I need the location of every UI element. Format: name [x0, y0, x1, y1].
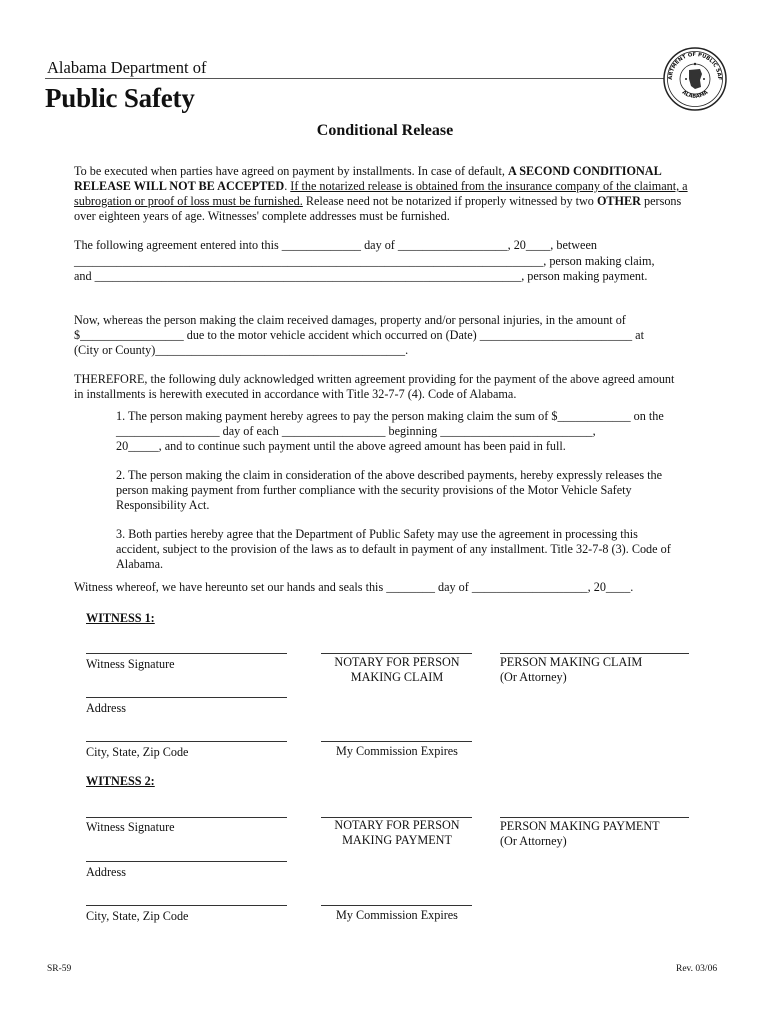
- witness1-city-line[interactable]: [86, 741, 287, 742]
- notary-payment-label: NOTARY FOR PERSON MAKING PAYMENT: [334, 818, 460, 847]
- witness1-address-line[interactable]: [86, 697, 287, 698]
- notary-claim-commission-label: My Commission Expires: [336, 744, 458, 758]
- city-county-line[interactable]: (City or County)_________________________________________.: [74, 343, 409, 357]
- therefore-text: THEREFORE, the following duly acknowledged written agreement providing for the payment of the above agreed amount: [74, 372, 675, 386]
- header-rule: [45, 78, 668, 79]
- instructions-warning: A SECOND CONDITIONAL RELEASE WILL NOT BE ACCEPTED: [74, 164, 662, 193]
- payer-label: PERSON MAKING PAYMENT (Or Attorney): [500, 819, 660, 848]
- payment-schedule-line[interactable]: _________________ day of each _________________ beginning _________________________,: [116, 424, 596, 438]
- therefore-text-cont: in installments is herewith executed in accordance with Title 32-7-7 (4). Code of Alabama.: [74, 387, 517, 401]
- claimant-signature-line[interactable]: [500, 653, 689, 654]
- seal-top-text: ARTMENT OF PUBLIC SAF: [667, 51, 723, 81]
- claimant-name-line[interactable]: _____________________________________________________________________________, person making claim,: [74, 254, 655, 268]
- witness1-signature-label: Witness Signature: [86, 657, 175, 671]
- damages-amount-line[interactable]: $_________________ due to the motor vehicle accident which occurred on (Date) _________________________ at: [74, 328, 644, 342]
- instructions-paragraph: To be executed when parties have agreed on payment by installments. In case of default, A SECOND CONDITIONAL RELEASE WILL NOT BE ACCEPTED. If the notarized release is obtained from the insurance company of the claimant, a subrogation or proof of loss must be furnished. Release need not be notarized if properly witnessed by two OTHER persons over eighteen years of age. Witnesses' complete addresses must be furnished.: [74, 164, 688, 223]
- whereas-text: Now, whereas the person making the claim received damages, property and/or personal injuries, in the amount of: [74, 313, 626, 327]
- notary-payment-commission-line[interactable]: [321, 905, 472, 906]
- instructions-insurance-note: If the notarized release is obtained from the insurance company of the claimant, a subrogation or proof of loss must be furnished.: [74, 179, 688, 208]
- agreement-date-line[interactable]: The following agreement entered into this _____________ day of __________________, 20____, between: [74, 238, 597, 252]
- witness1-address-label: Address: [86, 701, 126, 715]
- form-number: SR-59: [47, 964, 72, 974]
- notary-claim-commission-line[interactable]: [321, 741, 472, 742]
- notary-payment-commission-label: My Commission Expires: [336, 908, 458, 922]
- witness2-address-label: Address: [86, 865, 126, 879]
- witness2-signature-label: Witness Signature: [86, 820, 175, 834]
- witness2-city-line[interactable]: [86, 905, 287, 906]
- witness2-heading: WITNESS 2:: [86, 774, 155, 788]
- payer-name-line[interactable]: and ______________________________________________________________________, person making payment.: [74, 269, 648, 283]
- witness-whereof-line[interactable]: Witness whereof, we have hereunto set our hands and seals this ________ day of ___________________, 20____.: [74, 580, 634, 594]
- witness2-city-label: City, State, Zip Code: [86, 909, 189, 923]
- seal-bottom-text: ALABAMA: [680, 89, 710, 100]
- agency-title: Public Safety: [45, 83, 195, 113]
- notary-claim-signature-line[interactable]: [321, 653, 472, 654]
- instructions-other-emphasis: OTHER: [596, 194, 641, 208]
- processing-clause-text: 3. Both parties hereby agree that the Department of Public Safety may use the agreement in processing this: [116, 527, 638, 541]
- department-seal-icon: [662, 46, 728, 112]
- form-title: Conditional Release: [316, 122, 454, 139]
- witness1-heading: WITNESS 1:: [86, 611, 155, 625]
- witness1-city-label: City, State, Zip Code: [86, 745, 189, 759]
- claimant-label: PERSON MAKING CLAIM (Or Attorney): [500, 655, 643, 684]
- witness2-signature-line[interactable]: [86, 817, 287, 818]
- revision-date: Rev. 03/06: [676, 964, 718, 974]
- payment-terms-line[interactable]: 1. The person making payment hereby agrees to pay the person making claim the sum of $____________ on the: [116, 409, 664, 423]
- witness2-address-line[interactable]: [86, 861, 287, 862]
- notary-claim-label: NOTARY FOR PERSON MAKING CLAIM: [334, 655, 460, 684]
- instructions-text: To be executed when parties have agreed on payment by installments. In case of default,: [74, 164, 509, 178]
- payer-signature-line[interactable]: [500, 817, 689, 818]
- department-name: Alabama Department of: [47, 58, 207, 77]
- release-clause-text: 2. The person making the claim in consideration of the above described payments, hereby expressly releases the: [116, 468, 663, 482]
- payment-start-line[interactable]: 20_____, and to continue such payment until the above agreed amount has been paid in full.: [116, 439, 566, 453]
- witness1-signature-line[interactable]: [86, 653, 287, 654]
